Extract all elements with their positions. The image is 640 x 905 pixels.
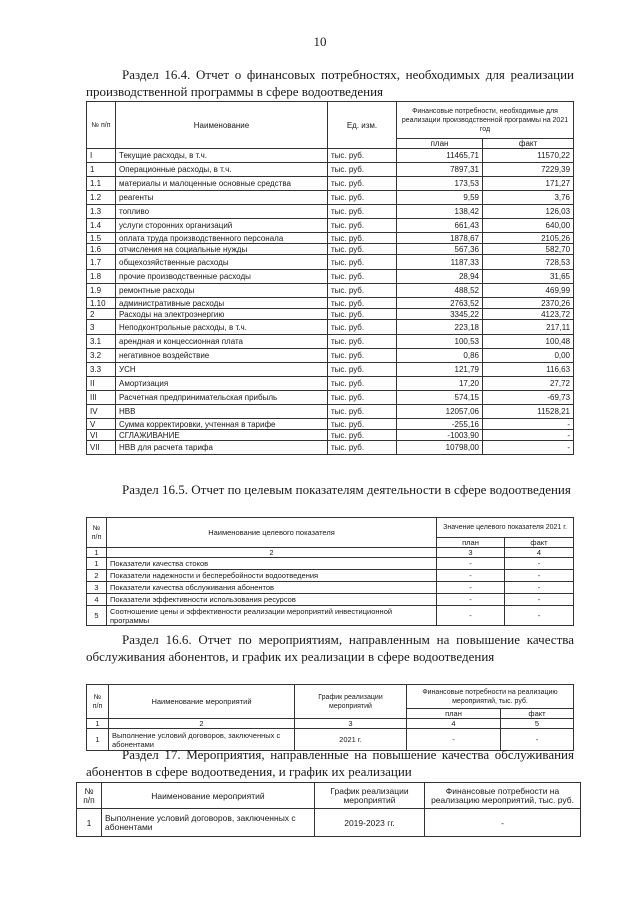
row-plan: 3345,22: [397, 309, 483, 320]
row-plan: 10798,00: [397, 441, 483, 455]
row-fact: 11570,22: [483, 149, 574, 163]
row-plan: 9,59: [397, 191, 483, 205]
row-plan: 7897,31: [397, 163, 483, 177]
row-plan: -255,16: [397, 419, 483, 430]
row-name: НВВ для расчета тарифа: [116, 441, 328, 455]
row-unit: тыс. руб.: [328, 430, 397, 441]
row-plan: 173,53: [397, 177, 483, 191]
row-plan: -: [437, 594, 505, 606]
table-row: [87, 177, 574, 191]
row-num: 1.9: [87, 284, 116, 298]
row-num: III: [87, 391, 116, 405]
row-unit: тыс. руб.: [328, 349, 397, 363]
table-row: [87, 594, 574, 606]
row-plan: 121,79: [397, 363, 483, 377]
row-name: прочие производственные расходы: [116, 270, 328, 284]
row-num: I: [87, 149, 116, 163]
row-name: арендная и концессионная плата: [116, 335, 328, 349]
row-fact: 582,70: [483, 244, 574, 255]
header-num: № п/п: [87, 518, 107, 548]
row-fact: 0,00: [483, 349, 574, 363]
row-plan: 2763,52: [397, 298, 483, 309]
section-16-6-heading: [86, 631, 574, 665]
row-unit: тыс. руб.: [328, 270, 397, 284]
row-unit: тыс. руб.: [328, 309, 397, 320]
row-plan: -: [437, 570, 505, 582]
table-row: [87, 255, 574, 270]
row-fact: 116,63: [483, 363, 574, 377]
table-row: [87, 284, 574, 298]
section-16-4-heading-text: Раздел 16.4. Отчет о финансовых потребностях, необходимых для реализации производственной программы в сфере водоотведения: [86, 67, 574, 99]
row-unit: тыс. руб.: [328, 233, 397, 244]
header-fin: Финансовые потребности на реализацию мероприятий, тыс. руб.: [425, 783, 581, 809]
row-fact: -: [505, 558, 574, 570]
row-unit: тыс. руб.: [328, 377, 397, 391]
header-plan: план: [437, 538, 505, 548]
row-schedule: 2021 г.: [295, 729, 407, 751]
index-cell: 2: [107, 548, 437, 558]
table-row: [87, 441, 574, 455]
row-fact: -: [501, 729, 574, 751]
row-plan: 138,42: [397, 205, 483, 219]
section-16-6-heading-text: Раздел 16.6. Отчет по мероприятиям, направленным на повышение качества обслуживания абонентов, и график их реализации в сфере водоотведения: [86, 632, 574, 664]
table-row: [87, 349, 574, 363]
row-plan: 1187,33: [397, 255, 483, 270]
table-row: [87, 191, 574, 205]
row-name: Расчетная предпринимательская прибыль: [116, 391, 328, 405]
row-unit: тыс. руб.: [328, 391, 397, 405]
table-row: [87, 244, 574, 255]
row-unit: тыс. руб.: [328, 284, 397, 298]
row-num: 1.2: [87, 191, 116, 205]
table-row: [87, 320, 574, 335]
row-plan: 1878,67: [397, 233, 483, 244]
row-fact: -: [505, 594, 574, 606]
row-num: 4: [87, 594, 107, 606]
header-num: № п/п: [77, 783, 102, 809]
row-fact: 728,53: [483, 255, 574, 270]
row-num: 1.8: [87, 270, 116, 284]
row-unit: тыс. руб.: [328, 244, 397, 255]
row-num: 1: [87, 163, 116, 177]
table-row: [87, 298, 574, 309]
row-fact: 469,99: [483, 284, 574, 298]
row-num: II: [87, 377, 116, 391]
row-fact: -: [483, 419, 574, 430]
row-name: Показатели качества стоков: [107, 558, 437, 570]
row-unit: тыс. руб.: [328, 255, 397, 270]
row-unit: тыс. руб.: [328, 219, 397, 233]
row-fact: 31,65: [483, 270, 574, 284]
table-row: [87, 582, 574, 594]
row-num: 1.1: [87, 177, 116, 191]
index-cell: 4: [407, 719, 501, 729]
header-unit: Ед. изм.: [328, 102, 397, 149]
financial-needs-table-body: [87, 102, 574, 455]
header-value: Значение целевого показателя 2021 г.: [437, 518, 574, 538]
row-unit: тыс. руб.: [328, 177, 397, 191]
index-cell: 1: [87, 719, 109, 729]
row-fact: -: [505, 582, 574, 594]
table-row: [87, 309, 574, 320]
index-cell: 1: [87, 548, 107, 558]
row-plan: 100,53: [397, 335, 483, 349]
row-name: Показатели надежности и бесперебойности водоотведения: [107, 570, 437, 582]
row-fin: -: [425, 809, 581, 837]
target-indicators-table: [86, 517, 574, 626]
row-num: 2: [87, 309, 116, 320]
row-num: 1.4: [87, 219, 116, 233]
row-unit: тыс. руб.: [328, 163, 397, 177]
index-cell: 3: [437, 548, 505, 558]
header-plan: план: [397, 139, 483, 149]
row-unit: тыс. руб.: [328, 335, 397, 349]
table-row: [87, 363, 574, 377]
table-row: [87, 205, 574, 219]
row-unit: тыс. руб.: [328, 405, 397, 419]
row-num: 5: [87, 606, 107, 626]
row-plan: 28,94: [397, 270, 483, 284]
row-name: отчисления на социальные нужды: [116, 244, 328, 255]
header-name: Наименование: [116, 102, 328, 149]
table-row: [87, 570, 574, 582]
table-row: [87, 558, 574, 570]
row-plan: 0,86: [397, 349, 483, 363]
row-name: Неподконтрольные расходы, в т.ч.: [116, 320, 328, 335]
row-plan: 12057,06: [397, 405, 483, 419]
row-plan: 11465,71: [397, 149, 483, 163]
row-name: общехозяйственные расходы: [116, 255, 328, 270]
row-fact: -: [505, 606, 574, 626]
section-17-heading: [86, 746, 574, 780]
row-name: топливо: [116, 205, 328, 219]
row-plan: 17,20: [397, 377, 483, 391]
table-row: [87, 419, 574, 430]
row-plan: 574,15: [397, 391, 483, 405]
row-name: Показатели эффективности использования ресурсов: [107, 594, 437, 606]
index-cell: 4: [505, 548, 574, 558]
row-plan: -1003,90: [397, 430, 483, 441]
row-num: 1.10: [87, 298, 116, 309]
table-row: [87, 233, 574, 244]
table-header-row: [87, 518, 574, 538]
row-plan: 488,52: [397, 284, 483, 298]
row-fact: 2105,26: [483, 233, 574, 244]
header-num: № п/п: [87, 685, 109, 719]
row-name: материалы и малоценные основные средства: [116, 177, 328, 191]
row-num: 3: [87, 582, 107, 594]
table-row: [87, 335, 574, 349]
header-schedule: График реализации мероприятий: [315, 783, 425, 809]
service-measures-report-table: [86, 684, 574, 751]
table-row: [87, 430, 574, 441]
row-num: VII: [87, 441, 116, 455]
row-fact: -69,73: [483, 391, 574, 405]
table-row: [87, 149, 574, 163]
table-row: [87, 270, 574, 284]
row-name: оплата труда производственного персонала: [116, 233, 328, 244]
row-fact: 11528,21: [483, 405, 574, 419]
row-fact: 3,76: [483, 191, 574, 205]
row-fact: -: [483, 430, 574, 441]
header-fin: Финансовые потребности на реализацию мероприятий, тыс. руб.: [407, 685, 574, 709]
row-plan: 223,18: [397, 320, 483, 335]
row-fact: 126,03: [483, 205, 574, 219]
row-num: IV: [87, 405, 116, 419]
table-row: [87, 163, 574, 177]
row-unit: тыс. руб.: [328, 320, 397, 335]
index-cell: 3: [295, 719, 407, 729]
header-name: Наименование целевого показателя: [107, 518, 437, 548]
row-num: 1.3: [87, 205, 116, 219]
row-num: 3.1: [87, 335, 116, 349]
row-num: 1.7: [87, 255, 116, 270]
table-row: [87, 377, 574, 391]
service-measures-plan-table: [76, 782, 581, 837]
row-num: 1.5: [87, 233, 116, 244]
row-fact: 171,27: [483, 177, 574, 191]
row-plan: -: [437, 558, 505, 570]
row-name: Показатели качества обслуживания абонентов: [107, 582, 437, 594]
header-name: Наименование мероприятий: [109, 685, 295, 719]
row-fact: 7229,39: [483, 163, 574, 177]
row-name: услуги сторонних организаций: [116, 219, 328, 233]
table-header-row: [87, 685, 574, 709]
row-num: 1: [87, 729, 109, 751]
page-number: 10: [313, 34, 327, 49]
row-plan: -: [437, 582, 505, 594]
row-name: Текущие расходы, в т.ч.: [116, 149, 328, 163]
row-plan: 567,36: [397, 244, 483, 255]
row-plan: -: [407, 729, 501, 751]
row-fact: -: [505, 570, 574, 582]
row-num: 3: [87, 320, 116, 335]
row-name: НВВ: [116, 405, 328, 419]
row-name: Расходы на электроэнергию: [116, 309, 328, 320]
row-unit: тыс. руб.: [328, 191, 397, 205]
row-name: ремонтные расходы: [116, 284, 328, 298]
target-indicators-table-body: [87, 518, 574, 626]
row-unit: тыс. руб.: [328, 149, 397, 163]
header-fact: факт: [501, 709, 574, 719]
row-fact: -: [483, 441, 574, 455]
row-num: 2: [87, 570, 107, 582]
row-num: 1.6: [87, 244, 116, 255]
header-fact: факт: [483, 139, 574, 149]
row-fact: 27,72: [483, 377, 574, 391]
row-name: СГЛАЖИВАНИЕ: [116, 430, 328, 441]
row-unit: тыс. руб.: [328, 441, 397, 455]
row-fact: 2370,26: [483, 298, 574, 309]
row-num: VI: [87, 430, 116, 441]
row-unit: тыс. руб.: [328, 298, 397, 309]
row-fact: 640,00: [483, 219, 574, 233]
service-measures-report-table-body: [87, 685, 574, 751]
row-name: Соотношение цены и эффективности реализации мероприятий инвестиционной программы: [107, 606, 437, 626]
table-row: [77, 809, 581, 837]
section-16-5-heading-text: Раздел 16.5. Отчет по целевым показателям деятельности в сфере водоотведения: [122, 482, 571, 497]
row-name: Амортизация: [116, 377, 328, 391]
header-fin: Финансовые потребности, необходимые для реализации производственной программы на 2021 год: [397, 102, 574, 139]
row-unit: тыс. руб.: [328, 363, 397, 377]
row-unit: тыс. руб.: [328, 419, 397, 430]
row-unit: тыс. руб.: [328, 205, 397, 219]
header-name: Наименование мероприятий: [102, 783, 315, 809]
row-name: негативное воздействие: [116, 349, 328, 363]
row-name: Выполнение условий договоров, заключенных с абонентами: [109, 729, 295, 751]
section-16-5-heading: [86, 481, 574, 498]
section-16-4-heading: [86, 66, 574, 100]
row-num: 1: [87, 558, 107, 570]
header-plan: план: [407, 709, 501, 719]
row-name: УСН: [116, 363, 328, 377]
row-num: 3.2: [87, 349, 116, 363]
row-fact: 100,48: [483, 335, 574, 349]
table-row: [87, 606, 574, 626]
index-row: [87, 719, 574, 729]
row-schedule: 2019-2023 гг.: [315, 809, 425, 837]
header-num: № п/п: [87, 102, 116, 149]
row-plan: 661,43: [397, 219, 483, 233]
financial-needs-table: [86, 101, 574, 455]
row-plan: -: [437, 606, 505, 626]
row-name: реагенты: [116, 191, 328, 205]
header-schedule: График реализации мероприятий: [295, 685, 407, 719]
row-fact: 4123,72: [483, 309, 574, 320]
index-cell: 2: [109, 719, 295, 729]
row-name: Операционные расходы, в т.ч.: [116, 163, 328, 177]
service-measures-plan-table-body: [77, 783, 581, 837]
row-num: 1: [77, 809, 102, 837]
header-fact: факт: [505, 538, 574, 548]
section-17-heading-text: Раздел 17. Мероприятия, направленные на повышение качества обслуживания абонентов в сфере водоотведения, и график их реализации: [86, 747, 574, 779]
row-num: V: [87, 419, 116, 430]
index-row: [87, 548, 574, 558]
table-row: [87, 219, 574, 233]
row-name: Выполнение условий договоров, заключенных с абонентами: [102, 809, 315, 837]
row-num: 3.3: [87, 363, 116, 377]
index-cell: 5: [501, 719, 574, 729]
table-row: [87, 391, 574, 405]
row-fact: 217,11: [483, 320, 574, 335]
table-row: [87, 405, 574, 419]
row-name: Сумма корректировки, учтенная в тарифе: [116, 419, 328, 430]
row-name: административные расходы: [116, 298, 328, 309]
table-header-row: [87, 102, 574, 139]
table-header-row: [77, 783, 581, 809]
